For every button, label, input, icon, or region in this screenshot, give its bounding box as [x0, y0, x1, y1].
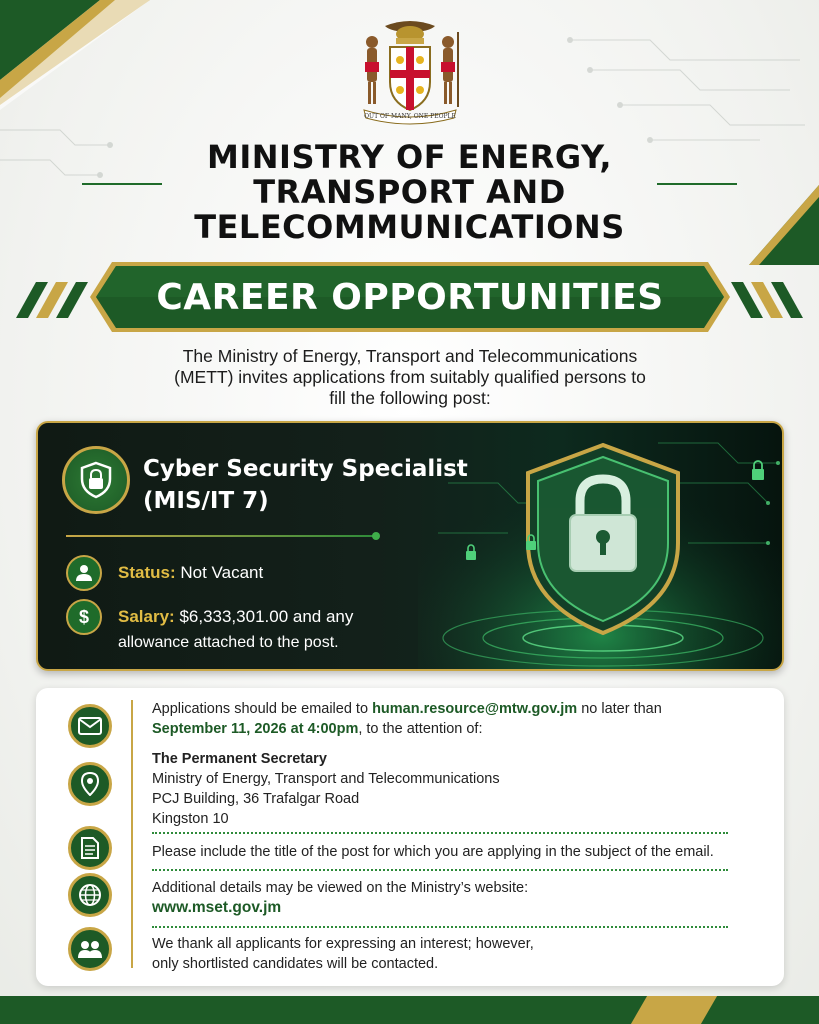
- crest-motto: OUT OF MANY, ONE PEOPLE: [364, 113, 456, 120]
- corner-decoration-top-left: [0, 0, 150, 110]
- job-title: [143, 453, 483, 517]
- address-line1: Ministry of Energy, Transport and Telecommunications: [152, 771, 500, 787]
- instructions-line2: [152, 719, 742, 739]
- ministry-title: [0, 140, 819, 245]
- deadline: September 11, 2026 at 4:00pm: [152, 721, 359, 737]
- status-value: Not Vacant: [180, 563, 264, 582]
- instructions-text-post: no later than: [577, 701, 662, 717]
- application-vertical-rule: [131, 700, 133, 968]
- job-title-line1: Cyber Security Specialist: [143, 456, 468, 482]
- ministry-title-line3: TELECOMMUNICATIONS: [194, 208, 625, 246]
- career-banner-title: CAREER OPPORTUNITIES: [156, 276, 664, 318]
- status-line: [118, 560, 418, 586]
- dollar-sign: $: [78, 606, 89, 627]
- ministry-title-line2: TRANSPORT AND: [253, 173, 566, 211]
- card-divider-dot: [372, 532, 380, 540]
- dotted-divider-2: [152, 869, 728, 871]
- group-icon: [68, 927, 112, 971]
- job-card: [36, 421, 784, 671]
- website-block: [152, 878, 742, 918]
- website-note: Additional details may be viewed on the Ministry’s website:: [152, 880, 529, 896]
- intro-line3: fill the following post:: [329, 388, 491, 408]
- thanks-line2: only shortlisted candidates will be contacted.: [152, 956, 439, 972]
- address-line2: PCJ Building, 36 Trafalgar Road: [152, 791, 360, 807]
- salary-line: [118, 604, 418, 630]
- banner-stripes-left: [16, 282, 96, 318]
- status-label: Status:: [118, 563, 176, 582]
- globe-icon: [68, 873, 112, 917]
- thanks-note: [152, 934, 742, 974]
- card-divider: [66, 535, 376, 537]
- intro-paragraph: [120, 346, 700, 409]
- instructions-text-pre: Applications should be emailed to: [152, 701, 373, 717]
- application-instructions: [152, 699, 742, 739]
- lock-icon: [62, 446, 130, 514]
- address-line3: Kingston 10: [152, 811, 229, 827]
- document-icon: [68, 826, 112, 870]
- address-block: [152, 749, 742, 829]
- envelope-icon: [68, 704, 112, 748]
- dollar-icon: [66, 599, 102, 635]
- addressee: The Permanent Secretary: [152, 751, 327, 767]
- banner-stripes-right: [723, 282, 803, 318]
- coat-of-arms-emblem: [350, 12, 470, 130]
- dotted-divider-1: [152, 832, 728, 834]
- location-pin-icon: [68, 762, 112, 806]
- person-icon: [66, 555, 102, 591]
- salary-value: $6,333,301.00 and any: [179, 607, 354, 626]
- instructions-line1: [152, 699, 742, 719]
- attention-text: , to the attention of:: [358, 721, 483, 737]
- hr-email-link[interactable]: human.resource@mtw.gov.jm: [372, 701, 578, 717]
- subject-note: Please include the title of the post for which you are applying in the subject of the email.: [152, 844, 714, 860]
- ministry-title-line1: MINISTRY OF ENERGY,: [207, 138, 612, 176]
- salary-label: Salary:: [118, 607, 175, 626]
- thanks-line1: We thank all applicants for expressing an interest; however,: [152, 936, 534, 952]
- intro-line1: The Ministry of Energy, Transport and Telecommunications: [182, 346, 638, 366]
- intro-line2: (METT) invites applications from suitably qualified persons to: [174, 367, 646, 387]
- dotted-divider-3: [152, 926, 728, 928]
- salary-value-line2: allowance attached to the post.: [118, 634, 339, 651]
- website-link[interactable]: www.mset.gov.jm: [152, 899, 282, 916]
- job-title-line2: (MIS/IT 7): [143, 488, 269, 514]
